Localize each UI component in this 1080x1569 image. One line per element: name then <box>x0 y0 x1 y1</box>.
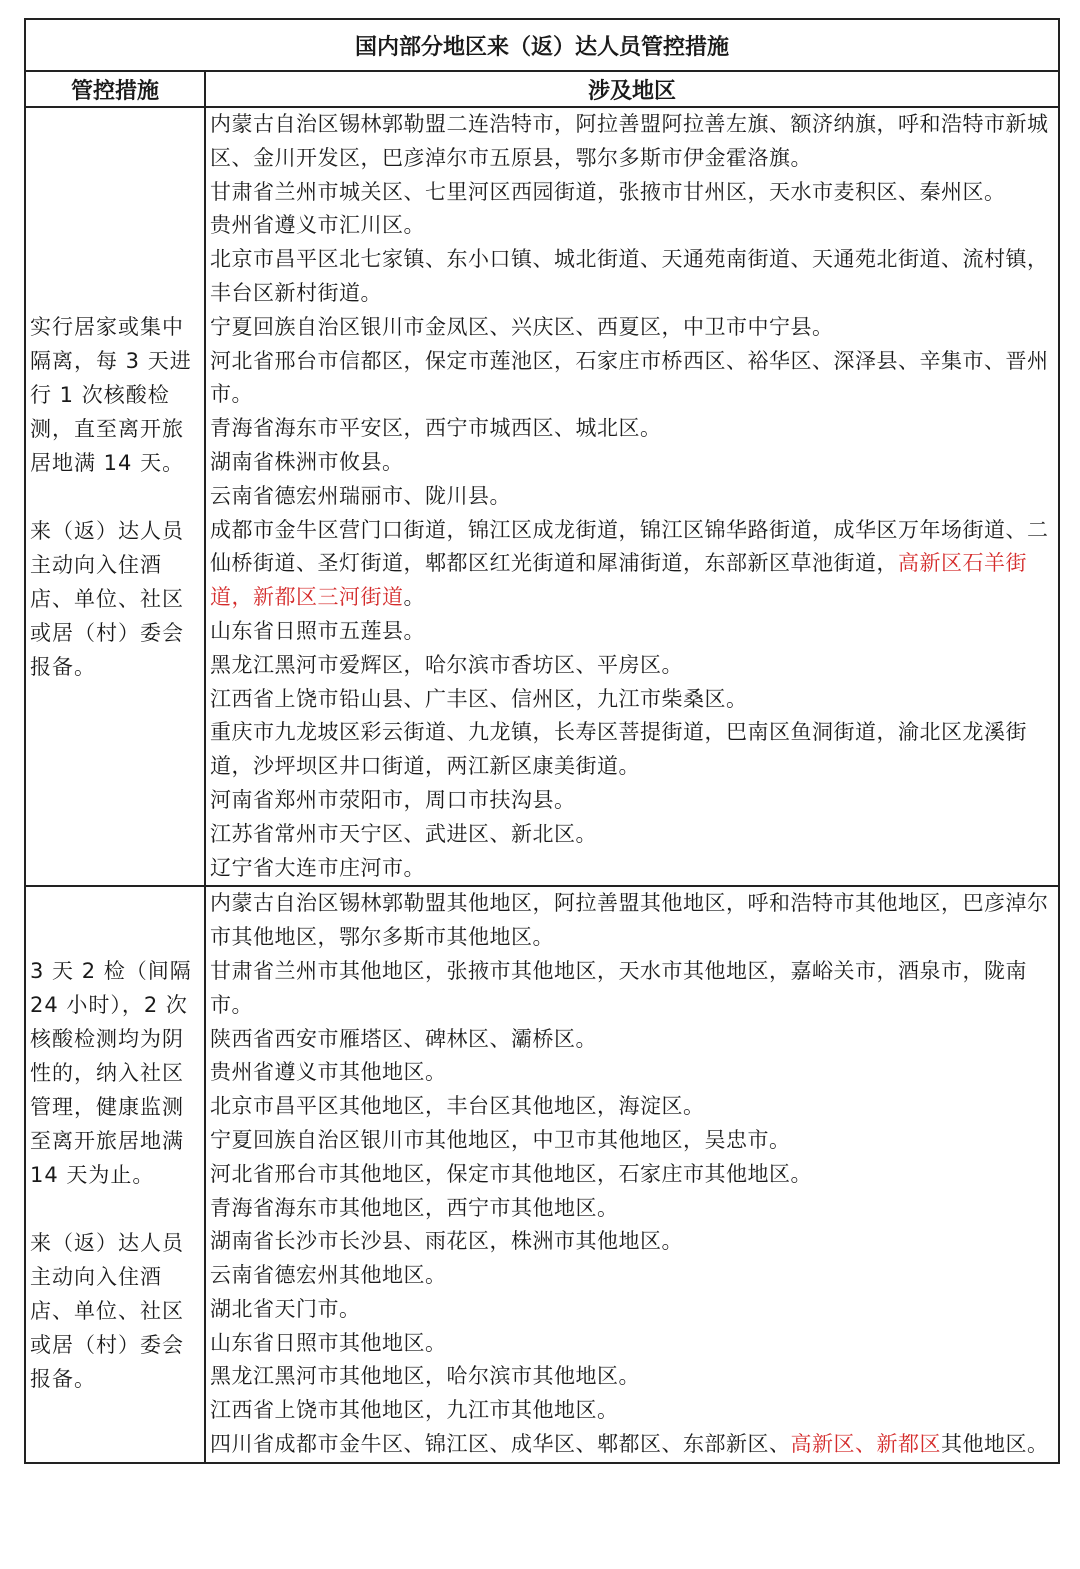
region-line: 宁夏回族自治区银川市金凤区、兴庆区、西夏区，中卫市中宁县。 <box>210 314 834 339</box>
region-line: 北京市昌平区北七家镇、东小口镇、城北街道、天通苑南街道、天通苑北街道、流村镇，丰台区新村街道。 <box>210 247 1049 305</box>
region-line: 内蒙古自治区锡林郭勒盟其他地区，阿拉善盟其他地区，呼和浩特市其他地区，巴彦淖尔市其他地区，鄂尔多斯市其他地区。 <box>210 891 1049 950</box>
region-text: 。 <box>403 585 425 610</box>
table-row <box>25 886 1059 1463</box>
region-line: 内蒙古自治区锡林郭勒盟二连浩特市，阿拉善盟阿拉善左旗、额济纳旗，呼和浩特市新城区、金川开发区，巴彦淖尔市五原县，鄂尔多斯市伊金霍洛旗。 <box>210 112 1049 170</box>
region-line: 湖南省株洲市攸县。 <box>210 449 404 474</box>
region-text: 成都市金牛区营门口街道，锦江区成龙街道，锦江区锦华路街道，成华区万年场街道、二仙桥街道、圣灯街道，郫都区红光街道和犀浦街道，东部新区草池街道， <box>210 517 1049 576</box>
region-line: 江西省上饶市其他地区，九江市其他地区。 <box>210 1398 619 1423</box>
region-line: 河南省郑州市荥阳市，周口市扶沟县。 <box>210 787 576 812</box>
region-line: 陕西省西安市雁塔区、碑林区、灞桥区。 <box>210 1026 597 1051</box>
measure-text: 3 天 2 检（间隔 24 小时），2 次核酸检测均为阴性的，纳入社区管理，健康监测至离开旅居地满 14 天为止。 <box>30 958 192 1187</box>
highlighted-region-text: 高新区石羊街道，新都区三河街道 <box>210 551 1027 610</box>
region-line: 湖北省天门市。 <box>210 1296 361 1321</box>
region-line: 重庆市九龙坡区彩云街道、九龙镇，长寿区菩提街道，巴南区鱼洞街道，渝北区龙溪街道，沙坪坝区井口街道，两江新区康美街道。 <box>210 720 1027 779</box>
highlighted-region-text: 高新区、新都区 <box>790 1432 941 1457</box>
report-text: 来（返）达人员主动向入住酒店、单位、社区或居（村）委会报备。 <box>30 1230 184 1391</box>
region-line: 云南省德宏州瑞丽市、陇川县。 <box>210 483 511 508</box>
measure-cell-isolation <box>25 107 205 886</box>
region-line: 贵州省遵义市汇川区。 <box>210 213 425 238</box>
table-title: 国内部分地区来（返）达人员管控措施 <box>25 19 1059 71</box>
region-line: 山东省日照市其他地区。 <box>210 1330 447 1355</box>
region-line: 宁夏回族自治区银川市其他地区，中卫市其他地区，吴忠市。 <box>210 1127 791 1152</box>
region-line: 江苏省常州市天宁区、武进区、新北区。 <box>210 821 597 846</box>
region-line: 河北省邢台市其他地区，保定市其他地区，石家庄市其他地区。 <box>210 1161 812 1186</box>
report-text: 来（返）达人员主动向入住酒店、单位、社区或居（村）委会报备。 <box>30 518 184 679</box>
region-line: 青海省海东市平安区，西宁市城西区、城北区。 <box>210 416 662 441</box>
measure-text: 实行居家或集中隔离，每 3 天进行 1 次核酸检测，直至离开旅居地满 14 天。 <box>30 314 192 475</box>
region-line-chengdu <box>210 514 1056 615</box>
region-text: 其他地区。 <box>941 1432 1049 1457</box>
region-line: 青海省海东市其他地区，西宁市其他地区。 <box>210 1195 619 1220</box>
control-measures-table <box>24 18 1060 1464</box>
table-row <box>25 107 1059 886</box>
regions-cell-testing <box>205 886 1059 1463</box>
region-line: 江西省上饶市铅山县、广丰区、信州区，九江市柴桑区。 <box>210 686 748 711</box>
region-line: 辽宁省大连市庄河市。 <box>210 855 425 880</box>
region-line: 黑龙江黑河市爱辉区，哈尔滨市香坊区、平房区。 <box>210 652 683 677</box>
region-line: 北京市昌平区其他地区，丰台区其他地区，海淀区。 <box>210 1094 705 1119</box>
region-line: 湖南省长沙市长沙县、雨花区，株洲市其他地区。 <box>210 1229 683 1254</box>
region-line: 甘肃省兰州市城关区、七里河区西园街道，张掖市甘州区，天水市麦积区、秦州区。 <box>210 179 1006 204</box>
column-header-measure: 管控措施 <box>25 71 205 107</box>
region-line: 山东省日照市五莲县。 <box>210 618 425 643</box>
region-line: 甘肃省兰州市其他地区，张掖市其他地区，天水市其他地区，嘉峪关市，酒泉市，陇南市。 <box>210 958 1027 1017</box>
region-text: 四川省成都市金牛区、锦江区、成华区、郫都区、东部新区、 <box>210 1432 791 1457</box>
region-line: 河北省邢台市信都区，保定市莲池区，石家庄市桥西区、裕华区、深泽县、辛集市、晋州市。 <box>210 348 1049 407</box>
region-line: 黑龙江黑河市其他地区，哈尔滨市其他地区。 <box>210 1364 640 1389</box>
region-line: 云南省德宏州其他地区。 <box>210 1263 447 1288</box>
regions-cell-isolation <box>205 107 1059 886</box>
measure-cell-testing <box>25 886 205 1463</box>
column-header-regions: 涉及地区 <box>205 71 1059 107</box>
region-line-sichuan <box>210 1428 1056 1462</box>
region-line: 贵州省遵义市其他地区。 <box>210 1060 447 1085</box>
